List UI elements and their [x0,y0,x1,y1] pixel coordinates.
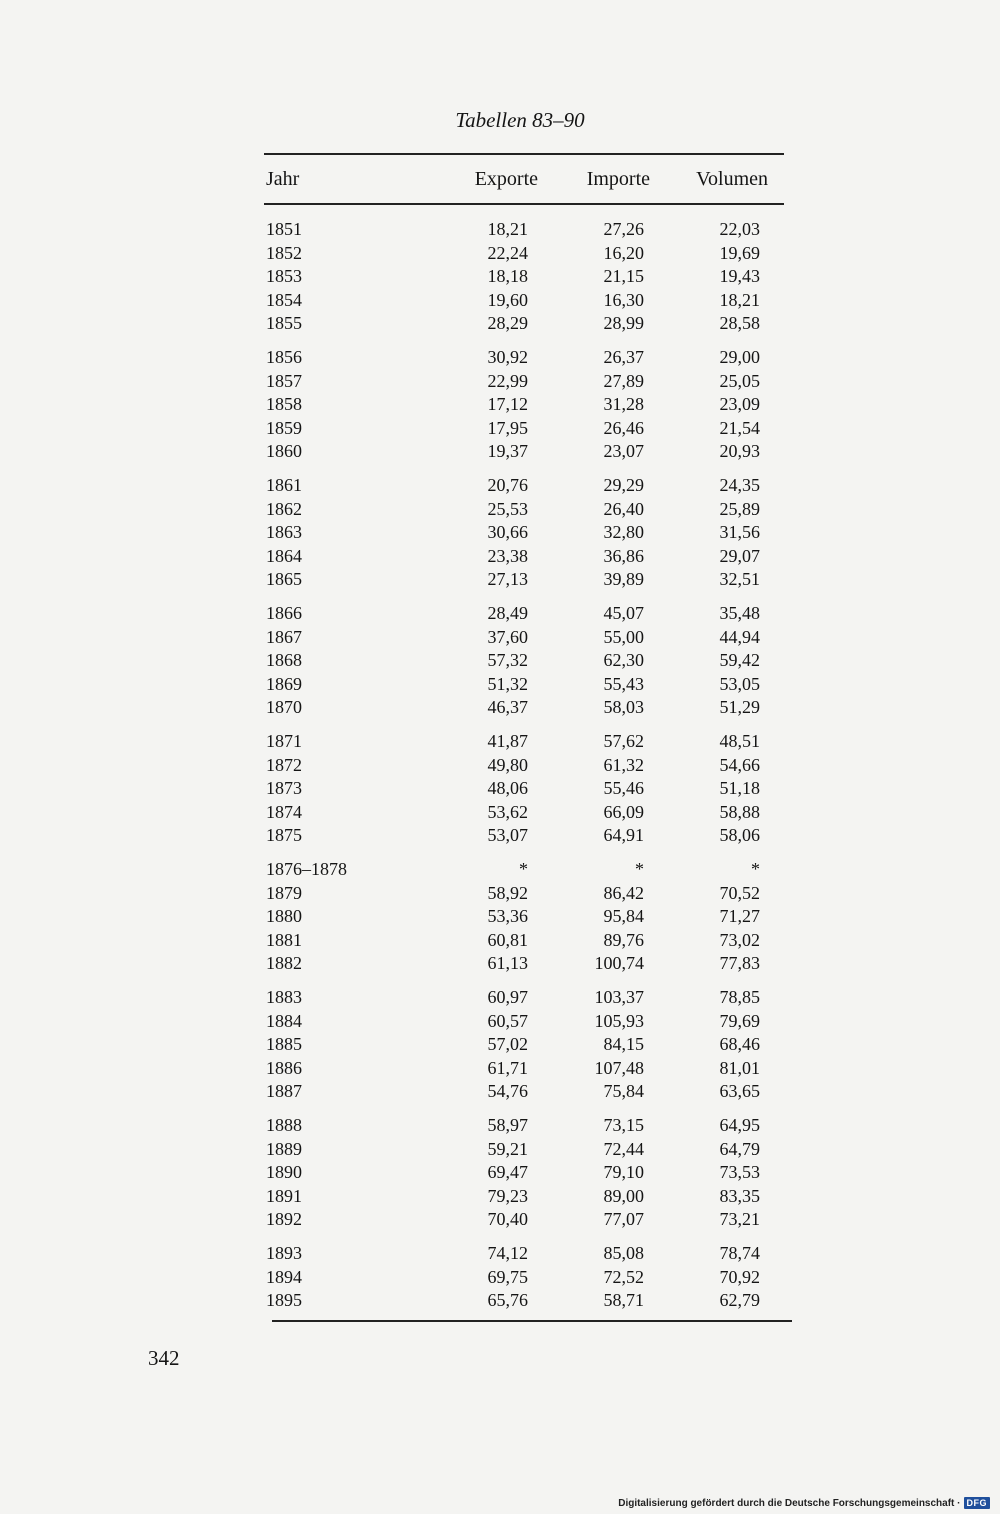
table-row [0,1115,1000,1139]
table-row [0,1162,1000,1186]
row-imports: 107,48 [594,1057,644,1078]
table-row [0,1011,1000,1035]
row-imports: 61,32 [603,754,644,775]
table-row [0,650,1000,674]
table-row [0,825,1000,849]
row-exports: 53,07 [487,825,528,846]
table-row [0,347,1000,371]
row-year: 1880 [266,906,302,927]
row-year: 1874 [266,801,302,822]
footer-text: Digitalisierung gefördert durch die Deutsche Forschungsgemeinschaft · [618,1497,961,1509]
row-year: 1889 [266,1138,302,1159]
row-exports: 74,12 [487,1243,528,1263]
table-row [0,394,1000,418]
row-imports: 64,91 [603,825,644,846]
row-year: 1894 [266,1266,302,1287]
row-volume: 48,51 [719,731,760,751]
row-year: 1860 [266,441,302,462]
row-imports: 58,03 [603,697,644,718]
row-imports: 100,74 [594,953,644,974]
row-exports: 37,60 [487,626,528,647]
row-volume: 73,21 [719,1209,760,1230]
row-imports: 45,07 [603,603,644,623]
row-year: 1876–1878 [266,859,347,879]
row-volume: 78,85 [719,987,760,1007]
row-exports: 19,37 [487,441,528,462]
table-row [0,546,1000,570]
row-exports: 60,81 [487,929,528,950]
row-volume: 35,48 [719,603,760,623]
row-volume: 79,69 [719,1010,760,1031]
row-exports: 54,76 [487,1081,528,1102]
table-row [0,1290,1000,1314]
row-imports: 26,40 [603,498,644,519]
row-volume: 63,65 [719,1081,760,1102]
row-year: 1856 [266,347,302,367]
row-imports: 26,37 [603,347,644,367]
row-volume: 62,79 [719,1290,760,1311]
row-volume: 31,56 [719,522,760,543]
row-volume: 83,35 [719,1185,760,1206]
row-exports: 51,32 [487,673,528,694]
row-imports: 31,28 [603,394,644,415]
table-row [0,313,1000,337]
row-exports: 60,57 [487,1010,528,1031]
row-imports: 77,07 [603,1209,644,1230]
row-exports: 41,87 [487,731,528,751]
row-year: 1851 [266,219,302,239]
row-year: 1879 [266,882,302,903]
row-exports: 53,62 [487,801,528,822]
row-volume: 24,35 [719,475,760,495]
row-exports: 48,06 [487,778,528,799]
row-imports: 89,76 [603,929,644,950]
row-volume: 68,46 [719,1034,760,1055]
row-volume: 22,03 [719,219,760,239]
row-imports: 16,20 [603,242,644,263]
row-year: 1861 [266,475,302,495]
row-exports: 22,24 [487,242,528,263]
row-exports: 79,23 [487,1185,528,1206]
row-exports: 17,12 [487,394,528,415]
row-volume: 81,01 [719,1057,760,1078]
row-imports: 27,26 [603,219,644,239]
row-volume: 58,88 [719,801,760,822]
row-volume: 64,95 [719,1115,760,1135]
row-imports: 79,10 [603,1162,644,1183]
row-year: 1888 [266,1115,302,1135]
row-year: 1859 [266,417,302,438]
row-year: 1873 [266,778,302,799]
row-volume: 20,93 [719,441,760,462]
row-exports: 28,29 [487,313,528,334]
row-exports: 58,92 [487,882,528,903]
row-year: 1866 [266,603,302,623]
row-imports: 75,84 [603,1081,644,1102]
row-exports: 17,95 [487,417,528,438]
table-row [0,371,1000,395]
row-year: 1855 [266,313,302,334]
row-volume: 54,66 [719,754,760,775]
header-imports: Importe [586,168,650,190]
row-exports: 60,97 [487,987,528,1007]
table-row [0,1058,1000,1082]
row-volume: 21,54 [719,417,760,438]
row-year: 1863 [266,522,302,543]
row-volume: 29,07 [719,545,760,566]
table-row [0,674,1000,698]
row-imports: 39,89 [603,569,644,590]
row-imports: 27,89 [603,370,644,391]
table-row [0,1186,1000,1210]
table-row [0,802,1000,826]
row-imports: 32,80 [603,522,644,543]
row-year: 1893 [266,1243,302,1263]
row-year: 1865 [266,569,302,590]
row-volume: 32,51 [719,569,760,590]
row-imports: 55,43 [603,673,644,694]
row-exports: 58,97 [487,1115,528,1135]
row-imports: 26,46 [603,417,644,438]
table-row [0,731,1000,755]
row-year: 1867 [266,626,302,647]
row-volume: 25,05 [719,370,760,391]
header-year: Jahr [266,168,300,190]
header-exports: Exporte [474,168,538,190]
table-row [0,290,1000,314]
row-volume: 70,92 [719,1266,760,1287]
row-imports: 29,29 [603,475,644,495]
row-exports: 53,36 [487,906,528,927]
row-imports: 95,84 [603,906,644,927]
row-imports: 62,30 [603,650,644,671]
table-row [0,778,1000,802]
row-volume: 59,42 [719,650,760,671]
row-year: 1886 [266,1057,302,1078]
table-row [0,859,1000,883]
row-exports: 49,80 [487,754,528,775]
row-exports: 61,13 [487,953,528,974]
table-row [0,418,1000,442]
row-year: 1854 [266,289,302,310]
table-row [0,499,1000,523]
row-exports: 59,21 [487,1138,528,1159]
table-bottom-rule [272,1320,792,1322]
row-volume: 77,83 [719,953,760,974]
row-exports: 30,92 [487,347,528,367]
row-volume: 29,00 [719,347,760,367]
row-year: 1853 [266,266,302,287]
row-volume: 44,94 [719,626,760,647]
row-volume: 19,69 [719,242,760,263]
row-exports: 20,76 [487,475,528,495]
row-year: 1895 [266,1290,302,1311]
row-exports: 19,60 [487,289,528,310]
row-imports: 16,30 [603,289,644,310]
row-imports: 23,07 [603,441,644,462]
row-imports: 72,44 [603,1138,644,1159]
page-title: Tabellen 83–90 [455,108,585,132]
row-year: 1882 [266,953,302,974]
table-row [0,987,1000,1011]
row-imports: 55,46 [603,778,644,799]
table-row [0,266,1000,290]
row-exports: 65,76 [487,1290,528,1311]
table-row [0,953,1000,977]
row-imports: * [635,859,644,879]
table-row [0,697,1000,721]
row-exports: 22,99 [487,370,528,391]
header-volume: Volumen [696,168,768,190]
row-year: 1852 [266,242,302,263]
row-imports: 66,09 [603,801,644,822]
row-imports: 86,42 [603,882,644,903]
row-imports: 73,15 [603,1115,644,1135]
row-imports: 84,15 [603,1034,644,1055]
row-exports: 61,71 [487,1057,528,1078]
row-volume: 23,09 [719,394,760,415]
row-year: 1871 [266,731,302,751]
table-row [0,441,1000,465]
row-volume: 25,89 [719,498,760,519]
row-year: 1858 [266,394,302,415]
row-volume: 73,53 [719,1162,760,1183]
row-year: 1891 [266,1185,302,1206]
row-year: 1862 [266,498,302,519]
row-year: 1869 [266,673,302,694]
row-imports: 103,37 [594,987,644,1007]
table-row [0,569,1000,593]
row-imports: 36,86 [603,545,644,566]
row-volume: 19,43 [719,266,760,287]
table-row [0,1139,1000,1163]
row-exports: 25,53 [487,498,528,519]
row-exports: 69,47 [487,1162,528,1183]
row-volume: 70,52 [719,882,760,903]
row-exports: 27,13 [487,569,528,590]
row-imports: 28,99 [603,313,644,334]
row-volume: 78,74 [719,1243,760,1263]
row-imports: 55,00 [603,626,644,647]
table-row [0,475,1000,499]
row-year: 1870 [266,697,302,718]
dfg-logo-icon: DFG [964,1497,991,1509]
row-volume: 53,05 [719,673,760,694]
row-volume: 51,29 [719,697,760,718]
row-year: 1875 [266,825,302,846]
table-row [0,627,1000,651]
row-year: 1884 [266,1010,302,1031]
row-year: 1868 [266,650,302,671]
table-row [0,1209,1000,1233]
row-volume: 73,02 [719,929,760,950]
row-exports: 57,32 [487,650,528,671]
row-volume: 28,58 [719,313,760,334]
row-year: 1872 [266,754,302,775]
row-year: 1881 [266,929,302,950]
table-row [0,1267,1000,1291]
table-row [0,219,1000,243]
row-imports: 105,93 [594,1010,644,1031]
row-year: 1892 [266,1209,302,1230]
table-row [0,603,1000,627]
row-year: 1864 [266,545,302,566]
row-imports: 72,52 [603,1266,644,1287]
row-volume: 18,21 [719,289,760,310]
page-number: 342 [148,1346,180,1370]
row-imports: 85,08 [603,1243,644,1263]
table-row [0,1081,1000,1105]
row-imports: 89,00 [603,1185,644,1206]
table-row [0,522,1000,546]
table-row [0,930,1000,954]
row-exports: * [519,859,528,879]
table-row [0,243,1000,267]
row-exports: 23,38 [487,545,528,566]
row-year: 1857 [266,370,302,391]
table-row [0,755,1000,779]
row-exports: 18,18 [487,266,528,287]
row-exports: 69,75 [487,1266,528,1287]
row-year: 1887 [266,1081,302,1102]
row-imports: 57,62 [603,731,644,751]
row-year: 1890 [266,1162,302,1183]
row-exports: 18,21 [487,219,528,239]
row-imports: 21,15 [603,266,644,287]
table-row [0,906,1000,930]
row-volume: 64,79 [719,1138,760,1159]
row-year: 1885 [266,1034,302,1055]
row-exports: 70,40 [487,1209,528,1230]
row-exports: 28,49 [487,603,528,623]
row-volume: 71,27 [719,906,760,927]
row-exports: 30,66 [487,522,528,543]
table-row [0,883,1000,907]
row-volume: 51,18 [719,778,760,799]
row-volume: * [751,859,760,879]
digitization-footer [618,1497,990,1509]
table-row [0,1243,1000,1267]
row-exports: 46,37 [487,697,528,718]
row-volume: 58,06 [719,825,760,846]
table-row [0,1034,1000,1058]
row-year: 1883 [266,987,302,1007]
row-imports: 58,71 [603,1290,644,1311]
row-exports: 57,02 [487,1034,528,1055]
